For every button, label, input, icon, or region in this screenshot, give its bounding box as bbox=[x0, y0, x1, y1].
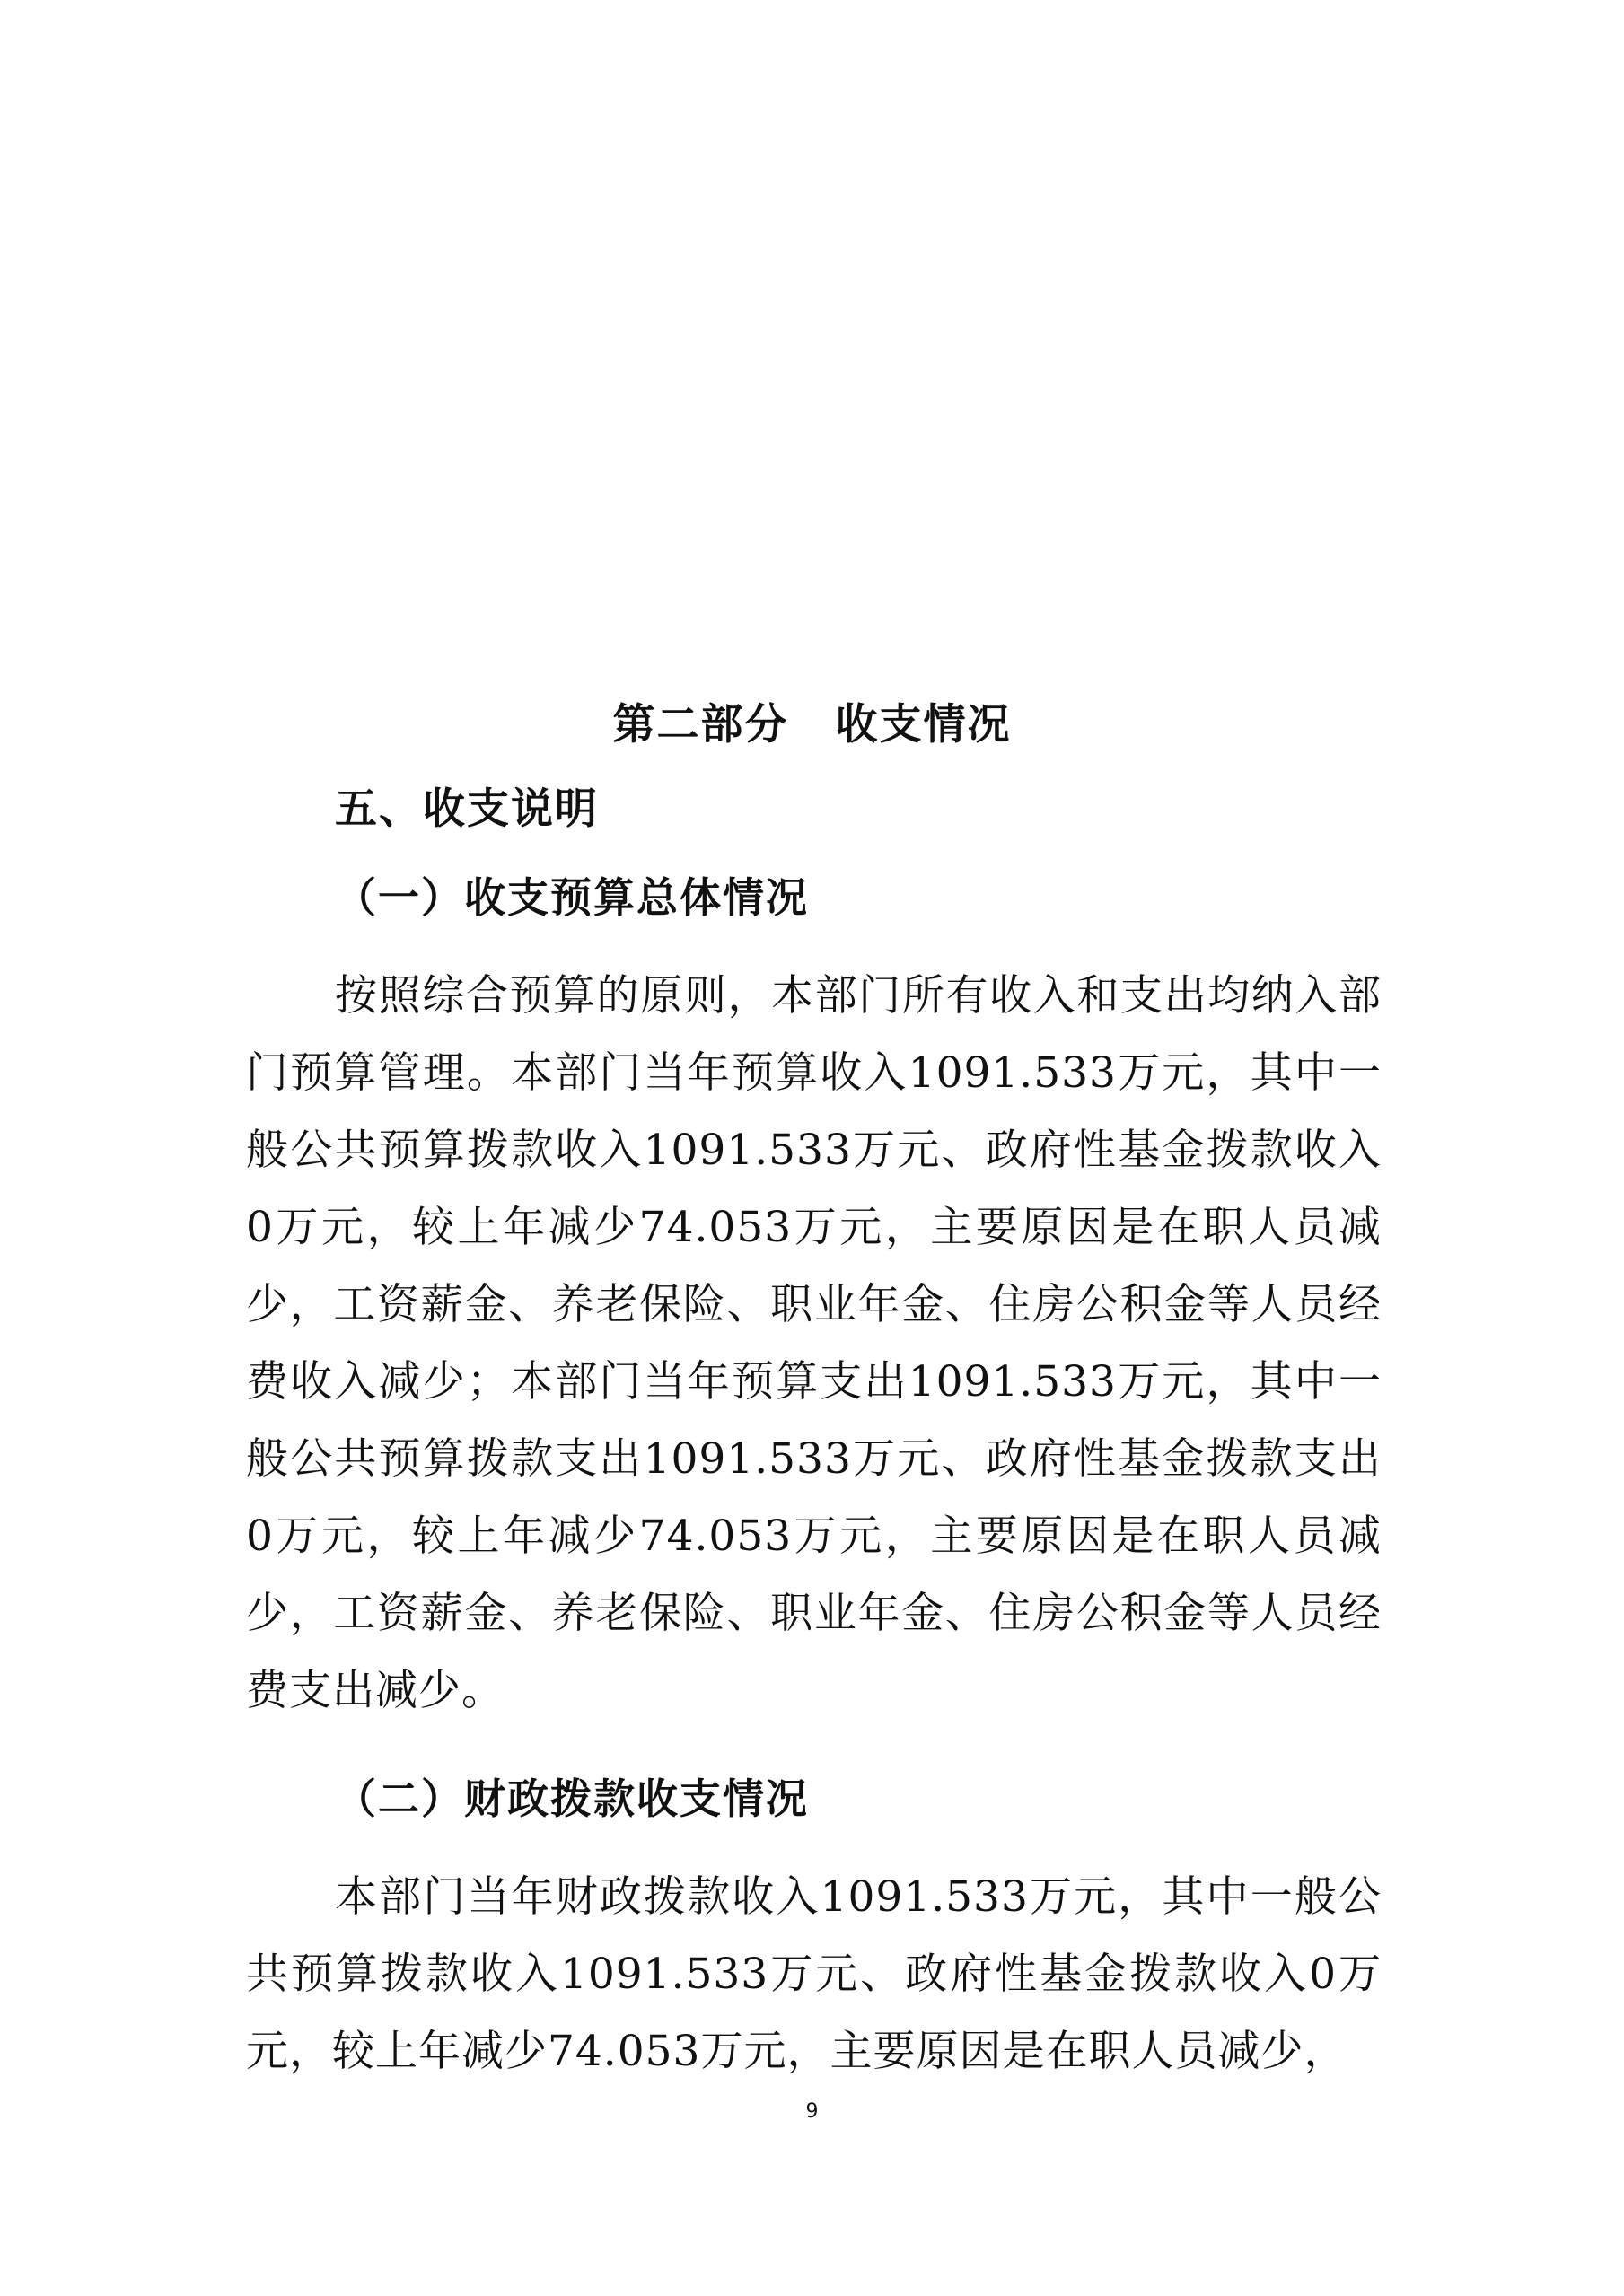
page-number: 9 bbox=[805, 2100, 819, 2123]
subsection-heading-1: （一）收支预算总体情况 bbox=[335, 873, 809, 922]
part-title-number: 第二部分 bbox=[612, 700, 789, 749]
section-heading: 五、收支说明 bbox=[335, 784, 599, 834]
part-title bbox=[0, 698, 1624, 752]
subsection-paragraph-2: 本部门当年财政拨款收入1091.533万元，其中一般公共预算拨款收入1091.533万元、政府性基金拨款收入0万元，较上年减少74.053万元，主要原因是在职人员减少， bbox=[246, 1872, 1382, 2076]
subsection-heading-2: （二）财政拨款收支情况 bbox=[335, 1775, 809, 1823]
subsection-paragraph-1: 按照综合预算的原则，本部门所有收入和支出均纳入部门预算管理。本部门当年预算收入1091.533万元，其中一般公共预算拨款收入1091.533万元、政府性基金拨款收入0万元，较上年减少74.053万元，主要原因是在职人员减少，工资薪金、养老保险、职业年金、住房公积金等人员经费收入减少；本部门当年预算支出1091.533万元，其中一般公共预算拨款支出1091.533万元、政府性基金拨款支出0万元，较上年减少74.053万元，主要原因是在职人员减少，工资薪金、养老保险、职业年金、住房公积金等人员经费支出减少。 bbox=[246, 971, 1382, 1715]
part-title-text: 收支情况 bbox=[835, 700, 1012, 749]
